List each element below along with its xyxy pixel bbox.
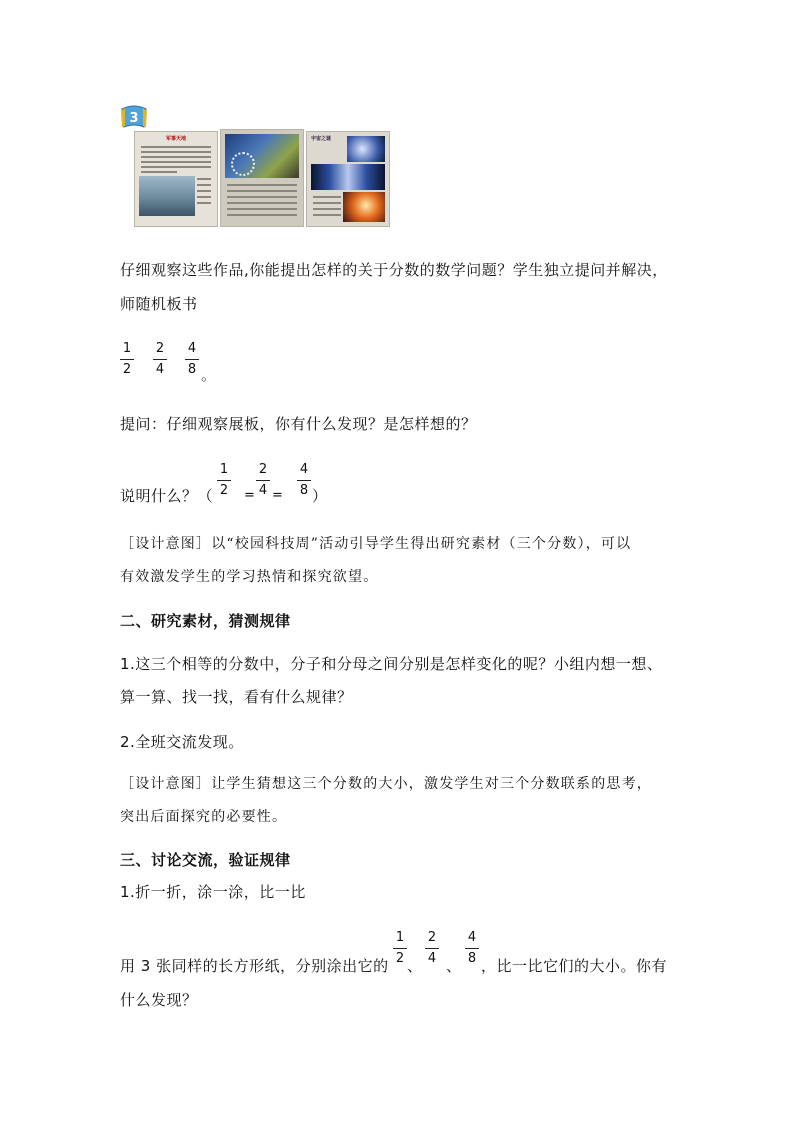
- science-board: [220, 129, 304, 227]
- equals-sign: =: [272, 488, 283, 503]
- exhibition-board-figure: [120, 105, 390, 233]
- separator: 、: [407, 957, 423, 975]
- fraction-two-fourths: 2 4: [153, 341, 167, 378]
- section-3-para-prefix: 用 3 张同样的长方形纸，分别涂出它的: [120, 957, 389, 975]
- section-3-para-line-2: 什么发现？: [120, 991, 198, 1009]
- period: 。: [201, 366, 217, 384]
- explain-prefix: 说明什么？（: [120, 487, 214, 505]
- universe-board: [306, 131, 390, 227]
- fraction-four-eighths: 4 8: [465, 930, 479, 967]
- number-badge-icon: [120, 105, 148, 129]
- design-intent-1-line-2: 有效激发学生的学习热情和探究欲望。: [120, 569, 379, 585]
- question-line: 提问：仔细观察展板，你有什么发现？是怎样想的？: [120, 415, 477, 433]
- section-3-para-suffix: ，比一比它们的大小。你有: [481, 957, 668, 975]
- space-image: [347, 136, 385, 162]
- design-intent-2-line-2: 突出后面探究的必要性。: [120, 809, 288, 825]
- separator: 、: [446, 957, 462, 975]
- intro-line-2: 师随机板书: [120, 295, 198, 313]
- section-2-heading: 二、研究素材，猜测规律: [120, 612, 291, 630]
- fraction-one-half: 1 2: [120, 341, 134, 378]
- section-3-item-1: 1.折一折，涂一涂，比一比: [120, 883, 306, 901]
- design-intent-2-line-1: ［设计意图］让学生猜想这三个分数的大小，激发学生对三个分数联系的思考，: [120, 776, 652, 792]
- fraction-one-half: 1 2: [217, 462, 231, 499]
- intro-line-1: 仔细观察这些作品,你能提出怎样的关于分数的数学问题？学生独立提问并解决，: [120, 261, 668, 279]
- fraction-one-half: 1 2: [393, 930, 407, 967]
- section-2-item-1-line-1: 1.这三个相等的分数中，分子和分母之间分别是怎样变化的呢？小组内想一想、: [120, 655, 663, 673]
- section-2-item-1-line-2: 算一算、找一找，看有什么规律？: [120, 688, 353, 706]
- equals-sign: =: [244, 488, 255, 503]
- design-intent-1-line-1: ［设计意图］以“校园科技周”活动引导学生得出研究素材（三个分数），可以: [120, 536, 632, 552]
- fraction-four-eighths: 4 8: [297, 462, 311, 499]
- fraction-two-fourths: 2 4: [256, 462, 270, 499]
- close-paren: ）: [312, 487, 328, 505]
- military-board: [134, 131, 218, 227]
- svg-text:3: 3: [129, 111, 139, 126]
- section-2-item-2: 2.全班交流发现。: [120, 733, 244, 751]
- board-title: 宇宙之谜: [311, 136, 332, 142]
- board-title: 军事天地: [165, 136, 186, 142]
- fraction-four-eighths: 4 8: [185, 341, 199, 378]
- nebula-image: [343, 192, 385, 222]
- section-3-heading: 三、讨论交流，验证规律: [120, 851, 291, 869]
- aircraft-carrier-image: [139, 176, 195, 216]
- galaxy-image: [311, 164, 385, 190]
- fraction-two-fourths: 2 4: [425, 930, 439, 967]
